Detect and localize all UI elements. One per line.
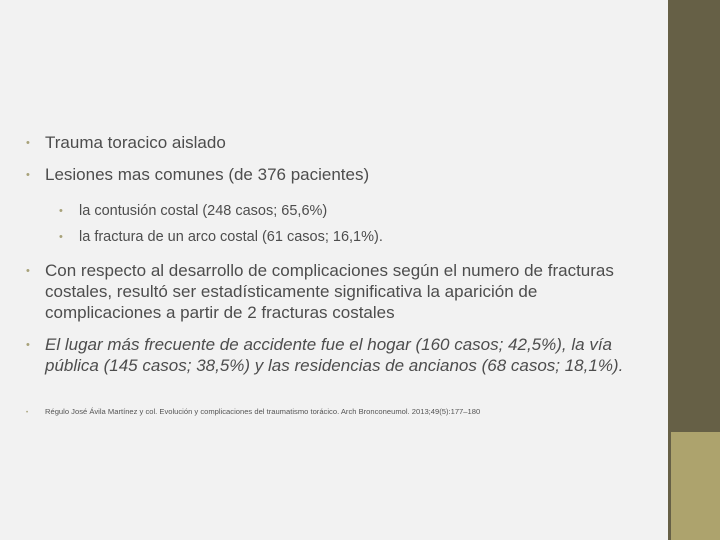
side-accent-block — [671, 432, 720, 540]
bullet-lugar-accidente — [26, 334, 638, 376]
bullet-text: Con respecto al desarrollo de complicaciones según el numero de fracturas costales, resultó ser estadísticamente significativa la aparición de complicaciones a partir de 2 fracturas costales — [45, 261, 614, 322]
bullet-dot-icon: • — [26, 169, 30, 181]
bullet-text: Trauma toracico aislado — [45, 133, 226, 152]
sub-bullet-dot-icon: • — [59, 205, 63, 217]
bullet-trauma-toracico — [26, 132, 638, 153]
sub-bullet-fractura — [59, 228, 638, 247]
sub-bullet-dot-icon: • — [59, 231, 63, 243]
reference-citation — [26, 407, 638, 417]
bullet-lesiones-comunes — [26, 164, 638, 185]
bullet-text: Lesiones mas comunes (de 376 pacientes) — [45, 165, 370, 184]
bullet-dot-icon: • — [26, 410, 29, 416]
bullet-dot-icon: • — [26, 339, 30, 351]
reference-text: Régulo José Ávila Martínez y col. Evolución y complicaciones del traumatismo torácico. Arch Bronconeumol. 2013;49(5):177–180 — [45, 407, 481, 416]
sub-bullet-text: la fractura de un arco costal (61 casos; 16,1%). — [79, 229, 383, 245]
slide-content — [26, 132, 638, 417]
bullet-text: El lugar más frecuente de accidente fue el hogar (160 casos; 42,5%), la vía pública (145 casos; 38,5%) y las residencias de ancianos (68 casos; 18,1%). — [45, 335, 624, 375]
bullet-dot-icon: • — [26, 137, 30, 149]
bullet-dot-icon: • — [26, 265, 30, 277]
sub-bullet-text: la contusión costal (248 casos; 65,6%) — [79, 203, 328, 219]
bullet-complicaciones — [26, 260, 638, 323]
sub-bullet-contusion — [59, 202, 638, 221]
